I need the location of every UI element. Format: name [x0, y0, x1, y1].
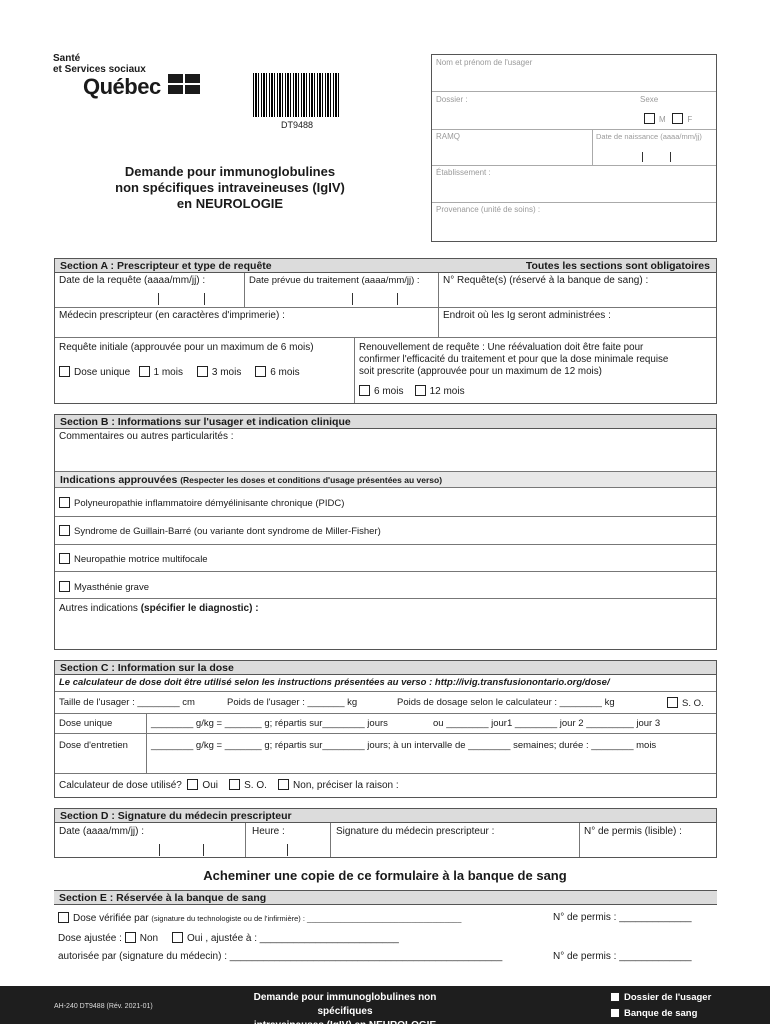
indication-neuropathie: Neuropathie motrice multifocale: [59, 553, 208, 565]
dose-unique-jours: ou ________ jour1 ________ jour 2 _________ jour 3: [433, 718, 661, 729]
patient-name-label: Nom et prénom de l'usager: [436, 58, 533, 67]
dose-verifiee: Dose vérifiée par (signature du technologiste ou de l'infirmière) : _____________________________________: [58, 912, 461, 924]
section-d-header: Section D : Signature du médecin prescripteur: [55, 809, 716, 823]
so-option: S. O.: [667, 697, 704, 709]
so-checkbox[interactable]: [667, 697, 678, 708]
initiale-options: Dose unique 1 mois 3 mois 6 mois: [59, 366, 300, 378]
date-label: Date (aaaa/mm/jj) :: [59, 826, 145, 837]
poids-dosage-label: Poids de dosage selon le calculateur : ________ kg: [397, 697, 615, 708]
footer-code: AH-240 DT9488 (Rév. 2021-01): [54, 1003, 153, 1010]
section-e: [54, 890, 717, 968]
logo-line1: Santé: [53, 53, 81, 64]
title-line1: Demande pour immunoglobulines: [124, 164, 336, 179]
sexe-m-checkbox[interactable]: [644, 113, 655, 124]
ajustee-oui-checkbox[interactable]: [172, 932, 183, 943]
section-b: [54, 414, 717, 650]
logo-line2: et Services sociaux: [53, 64, 146, 75]
myasthenie-checkbox[interactable]: [59, 581, 70, 592]
guillain-barre-checkbox[interactable]: [59, 525, 70, 536]
dose-entretien-label: Dose d'entretien: [59, 740, 128, 751]
num-requete-label: N° Requête(s) (réservé à la banque de sang) :: [443, 275, 649, 286]
1-mois-checkbox[interactable]: [139, 366, 150, 377]
requete-initiale-label: Requête initiale (approuvée pour un maximum de 6 mois): [59, 342, 314, 353]
ajustee-non-checkbox[interactable]: [125, 932, 136, 943]
quebec-flag-icon: [168, 74, 200, 94]
title-line3: en NEUROLOGIE: [176, 196, 284, 211]
pidc-checkbox[interactable]: [59, 497, 70, 508]
neuropathie-checkbox[interactable]: [59, 553, 70, 564]
calc-so-checkbox[interactable]: [229, 779, 240, 790]
section-c-header: Section C : Information sur la dose: [55, 661, 716, 675]
footer: [0, 986, 770, 1031]
dossier-label: Dossier :: [436, 95, 468, 104]
medecin-label: Médecin prescripteur (en caractères d'imprimerie) :: [59, 310, 285, 321]
barcode-code: DT9488: [280, 120, 314, 130]
renouvellement-text: Renouvellement de requête : Une réévaluation doit être faite pour confirmer l'efficacité du traitement et pour que la dose minimale requise soit prescrite (approuvée pour un maximum de 12 mois): [359, 342, 669, 377]
calc-oui-checkbox[interactable]: [187, 779, 198, 790]
autres-indications-label: Autres indications (spécifier le diagnostic) :: [59, 603, 259, 614]
etablissement-label: Établissement :: [436, 168, 491, 177]
permis-1: N° de permis : _____________: [553, 912, 692, 923]
section-e-header: Section E : Réservée à la banque de sang: [54, 891, 717, 905]
sexe-f-checkbox[interactable]: [672, 113, 683, 124]
section-a: [54, 258, 717, 404]
calculateur-utilise: Calculateur de dose utilisé? Oui S. O. Non, préciser la raison :: [59, 780, 399, 791]
dob-label: Date de naissance (aaaa/mm/jj): [596, 132, 702, 141]
renouvellement-options: 6 mois 12 mois: [359, 385, 465, 397]
autorisee-par: autorisée par (signature du médecin) : _________________________________________________: [58, 951, 503, 962]
date-traitement-label: Date prévue du traitement (aaaa/mm/jj) :: [249, 275, 420, 286]
section-b-header: Section B : Informations sur l'usager et indication clinique: [55, 415, 716, 429]
date-requete-label: Date de la requête (aaaa/mm/jj) :: [59, 275, 206, 286]
footer-banque: Banque de sang: [610, 1008, 697, 1019]
endroit-label: Endroit où les Ig seront administrées :: [443, 310, 611, 321]
footer-dossier: Dossier de l'usager: [610, 992, 711, 1003]
dose-unique-label: Dose unique: [59, 718, 113, 729]
barcode: [253, 73, 341, 117]
taille-label: Taille de l'usager : ________ cm: [59, 697, 195, 708]
sexe-label: Sexe: [640, 95, 659, 104]
calculateur-note: Le calculateur de dose doit être utilisé selon les instructions présentées au verso : http://ivig.transfusionontario.org/dose/: [59, 677, 610, 688]
form-title: [100, 164, 360, 212]
heure-label: Heure :: [252, 826, 285, 837]
banque-checkbox[interactable]: [610, 1008, 620, 1018]
renouv-12-mois-checkbox[interactable]: [415, 385, 426, 396]
dose-ajustee: Dose ajustée : Non Oui , ajustée à : _________________________: [58, 933, 399, 944]
indication-guillain-barre: Syndrome de Guillain-Barré (ou variante dont syndrome de Miller-Fisher): [59, 525, 381, 537]
permis-label: N° de permis (lisible) :: [584, 826, 682, 837]
logo: [53, 53, 146, 75]
calc-non-checkbox[interactable]: [278, 779, 289, 790]
footer-title: Demande pour immunoglobulines non spécifiques intraveineuses (IgIV) en NEUROLOGIE: [253, 992, 437, 1031]
dose-unique-checkbox[interactable]: [59, 366, 70, 377]
section-d: [54, 808, 717, 858]
6-mois-checkbox[interactable]: [255, 366, 266, 377]
renouv-6-mois-checkbox[interactable]: [359, 385, 370, 396]
logo-quebec: Québec: [83, 74, 161, 99]
dose-unique-line: ________ g/kg = _______ g; répartis sur________ jours: [151, 718, 388, 729]
comments-label: Commentaires ou autres particularités :: [59, 431, 234, 442]
section-a-header: Section A : Prescripteur et type de requête Toutes les sections sont obligatoires: [55, 259, 716, 273]
indications-header: Indications approuvées (Respecter les doses et conditions d'usage présentées au verso): [55, 472, 716, 488]
sexe-options: M F: [644, 113, 692, 124]
dossier-checkbox[interactable]: [610, 992, 620, 1002]
acheminer-note: Acheminer une copie de ce formulaire à la banque de sang: [203, 868, 567, 883]
provenance-label: Provenance (unité de soins) :: [436, 205, 541, 214]
3-mois-checkbox[interactable]: [197, 366, 208, 377]
section-c: [54, 660, 717, 798]
indication-myasthenie: Myasthénie grave: [59, 581, 149, 593]
dose-verifiee-checkbox[interactable]: [58, 912, 69, 923]
ramq-label: RAMQ: [436, 132, 460, 141]
indication-pidc: Polyneuropathie inflammatoire démyélinisante chronique (PIDC): [59, 497, 344, 509]
signature-label: Signature du médecin prescripteur :: [336, 826, 495, 837]
permis-2: N° de permis : _____________: [553, 951, 692, 962]
title-line2: non spécifiques intraveineuses (IgIV): [115, 180, 345, 195]
patient-box: [431, 54, 717, 242]
dose-entretien-line: ________ g/kg = _______ g; répartis sur________ jours; à un intervalle de ________ semaines; durée : ________ mois: [151, 740, 657, 751]
poids-label: Poids de l'usager : _______ kg: [227, 697, 358, 708]
